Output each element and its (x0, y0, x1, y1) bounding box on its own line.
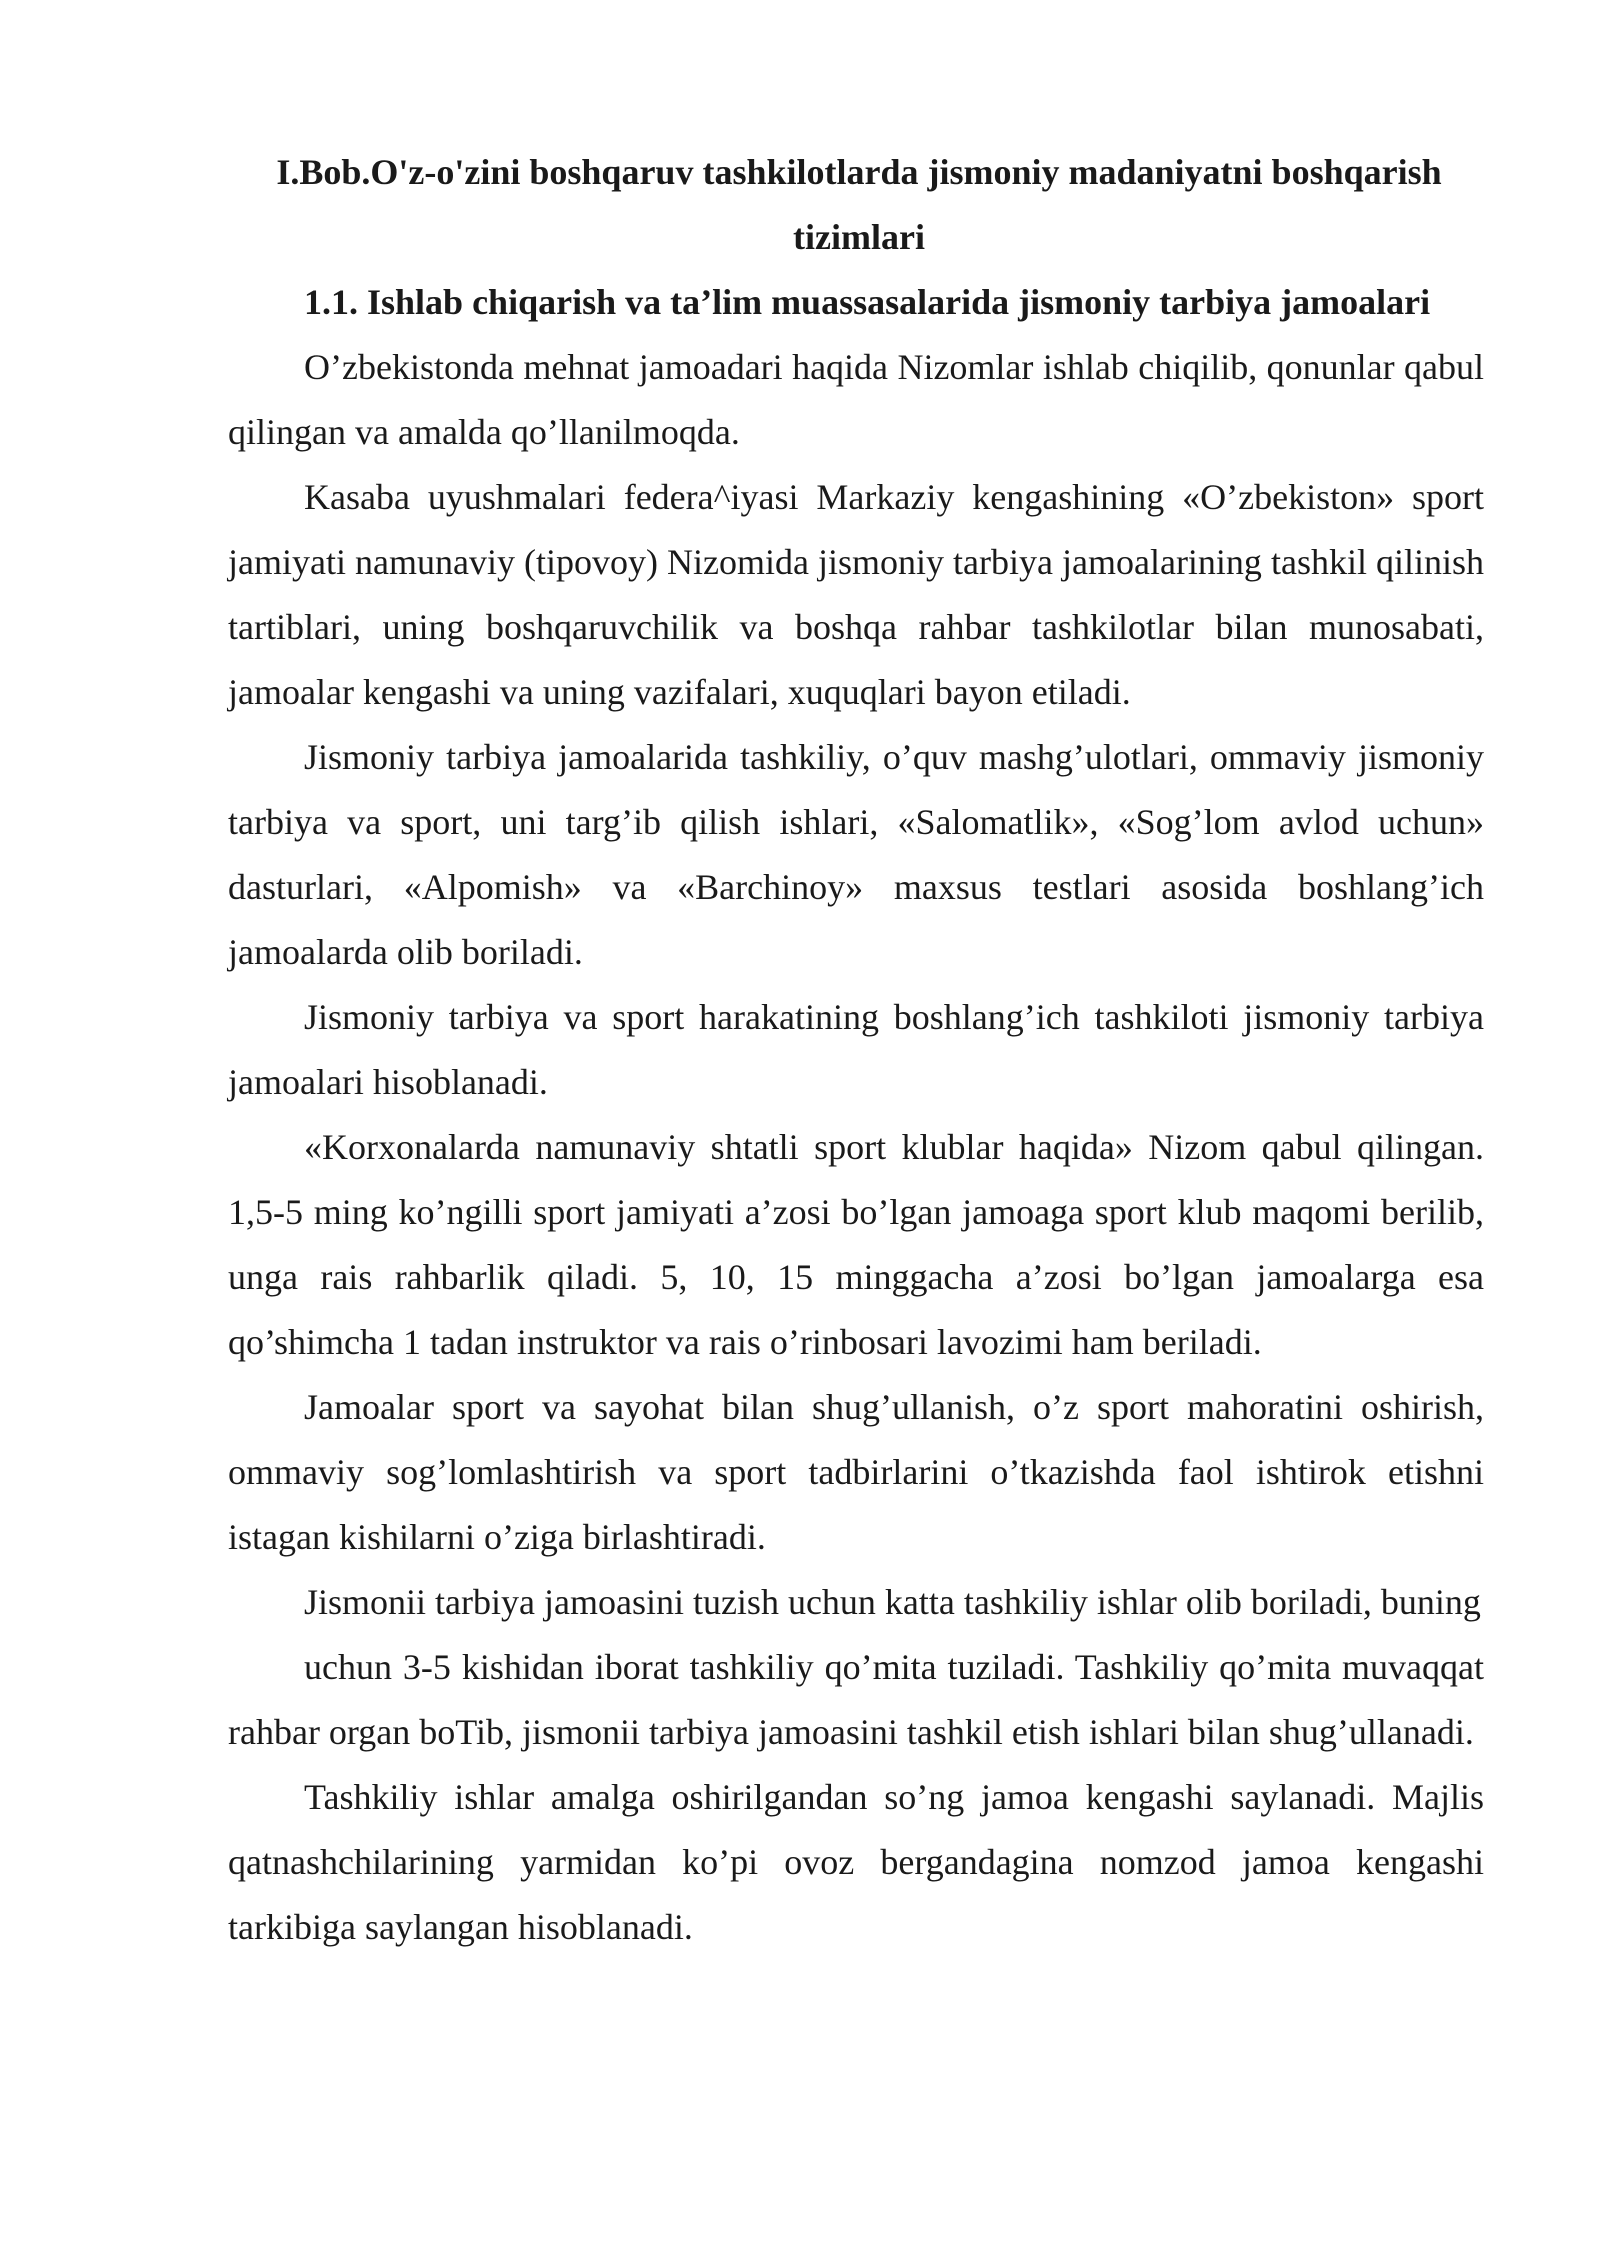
section-title: 1.1. Ishlab chiqarish va ta’lim muassasalarida jismoniy tarbiya jamoalari (304, 282, 1431, 322)
paragraph: Jamoalar sport va sayohat bilan shug’ullanish, o’z sport mahoratini oshirish, ommaviy sog’lomlashtirish va sport tadbirlarini o’tkazishda faol ishtirok etishni istagan kishilarni o’ziga birlashtiradi. (228, 1387, 1484, 1557)
chapter-title: I.Bob.O'z-o'zini boshqaruv tashkilotlarda jismoniy madaniyatni boshqarish tizimlari (276, 152, 1442, 257)
document-page (228, 140, 1484, 1960)
paragraph: Tashkiliy ishlar amalga oshirilgandan so’ng jamoa kengashi saylanadi. Majlis qatnashchilarining yarmidan ko’pi ovoz bergandagina nomzod jamoa kengashi tarkibiga saylangan hisoblanadi. (228, 1777, 1484, 1947)
paragraph: O’zbekistonda mehnat jamoadari haqida Nizomlar ishlab chiqilib, qonunlar qabul qilingan va amalda qo’llanilmoqda. (228, 347, 1484, 452)
paragraph: Jismonii tarbiya jamoasini tuzish uchun katta tashkiliy ishlar olib boriladi, buning (304, 1582, 1481, 1622)
paragraph: Kasaba uyushmalari federa^iyasi Markaziy kengashining «O’zbekiston» sport jamiyati namunaviy (tipovoy) Nizomida jismoniy tarbiya jamoalarining tashkil qilinish tartiblari, uning boshqaruvchilik va boshqa rahbar tashkilotlar bilan munosabati, jamoalar kengashi va uning vazifalari, xuquqlari bayon etiladi. (228, 477, 1484, 712)
paragraph: uchun 3-5 kishidan iborat tashkiliy qo’mita tuziladi. Tashkiliy qo’mita muvaqqat rahbar organ boTib, jismonii tarbiya jamoasini tashkil etish ishlari bilan shug’ullanadi. (228, 1647, 1484, 1752)
paragraph: «Korxonalarda namunaviy shtatli sport klublar haqida» Nizom qabul qilingan. 1,5-5 ming ko’ngilli sport jamiyati a’zosi bo’lgan jamoaga sport klub maqomi berilib, unga rais rahbarlik qiladi. 5, 10, 15 minggacha a’zosi bo’lgan jamoalarga esa qo’shimcha 1 tadan instruktor va rais o’rinbosari lavozimi ham beriladi. (228, 1127, 1484, 1362)
paragraph: Jismoniy tarbiya va sport harakatining boshlang’ich tashkiloti jismoniy tarbiya jamoalari hisoblanadi. (228, 997, 1484, 1102)
paragraph: Jismoniy tarbiya jamoalarida tashkiliy, o’quv mashg’ulotlari, ommaviy jismoniy tarbiya va sport, uni targ’ib qilish ishlari, «Salomatlik», «Sog’lom avlod uchun» dasturlari, «Alpomish» va «Barchinoy» maxsus testlari asosida boshlang’ich jamoalarda olib boriladi. (228, 737, 1484, 972)
